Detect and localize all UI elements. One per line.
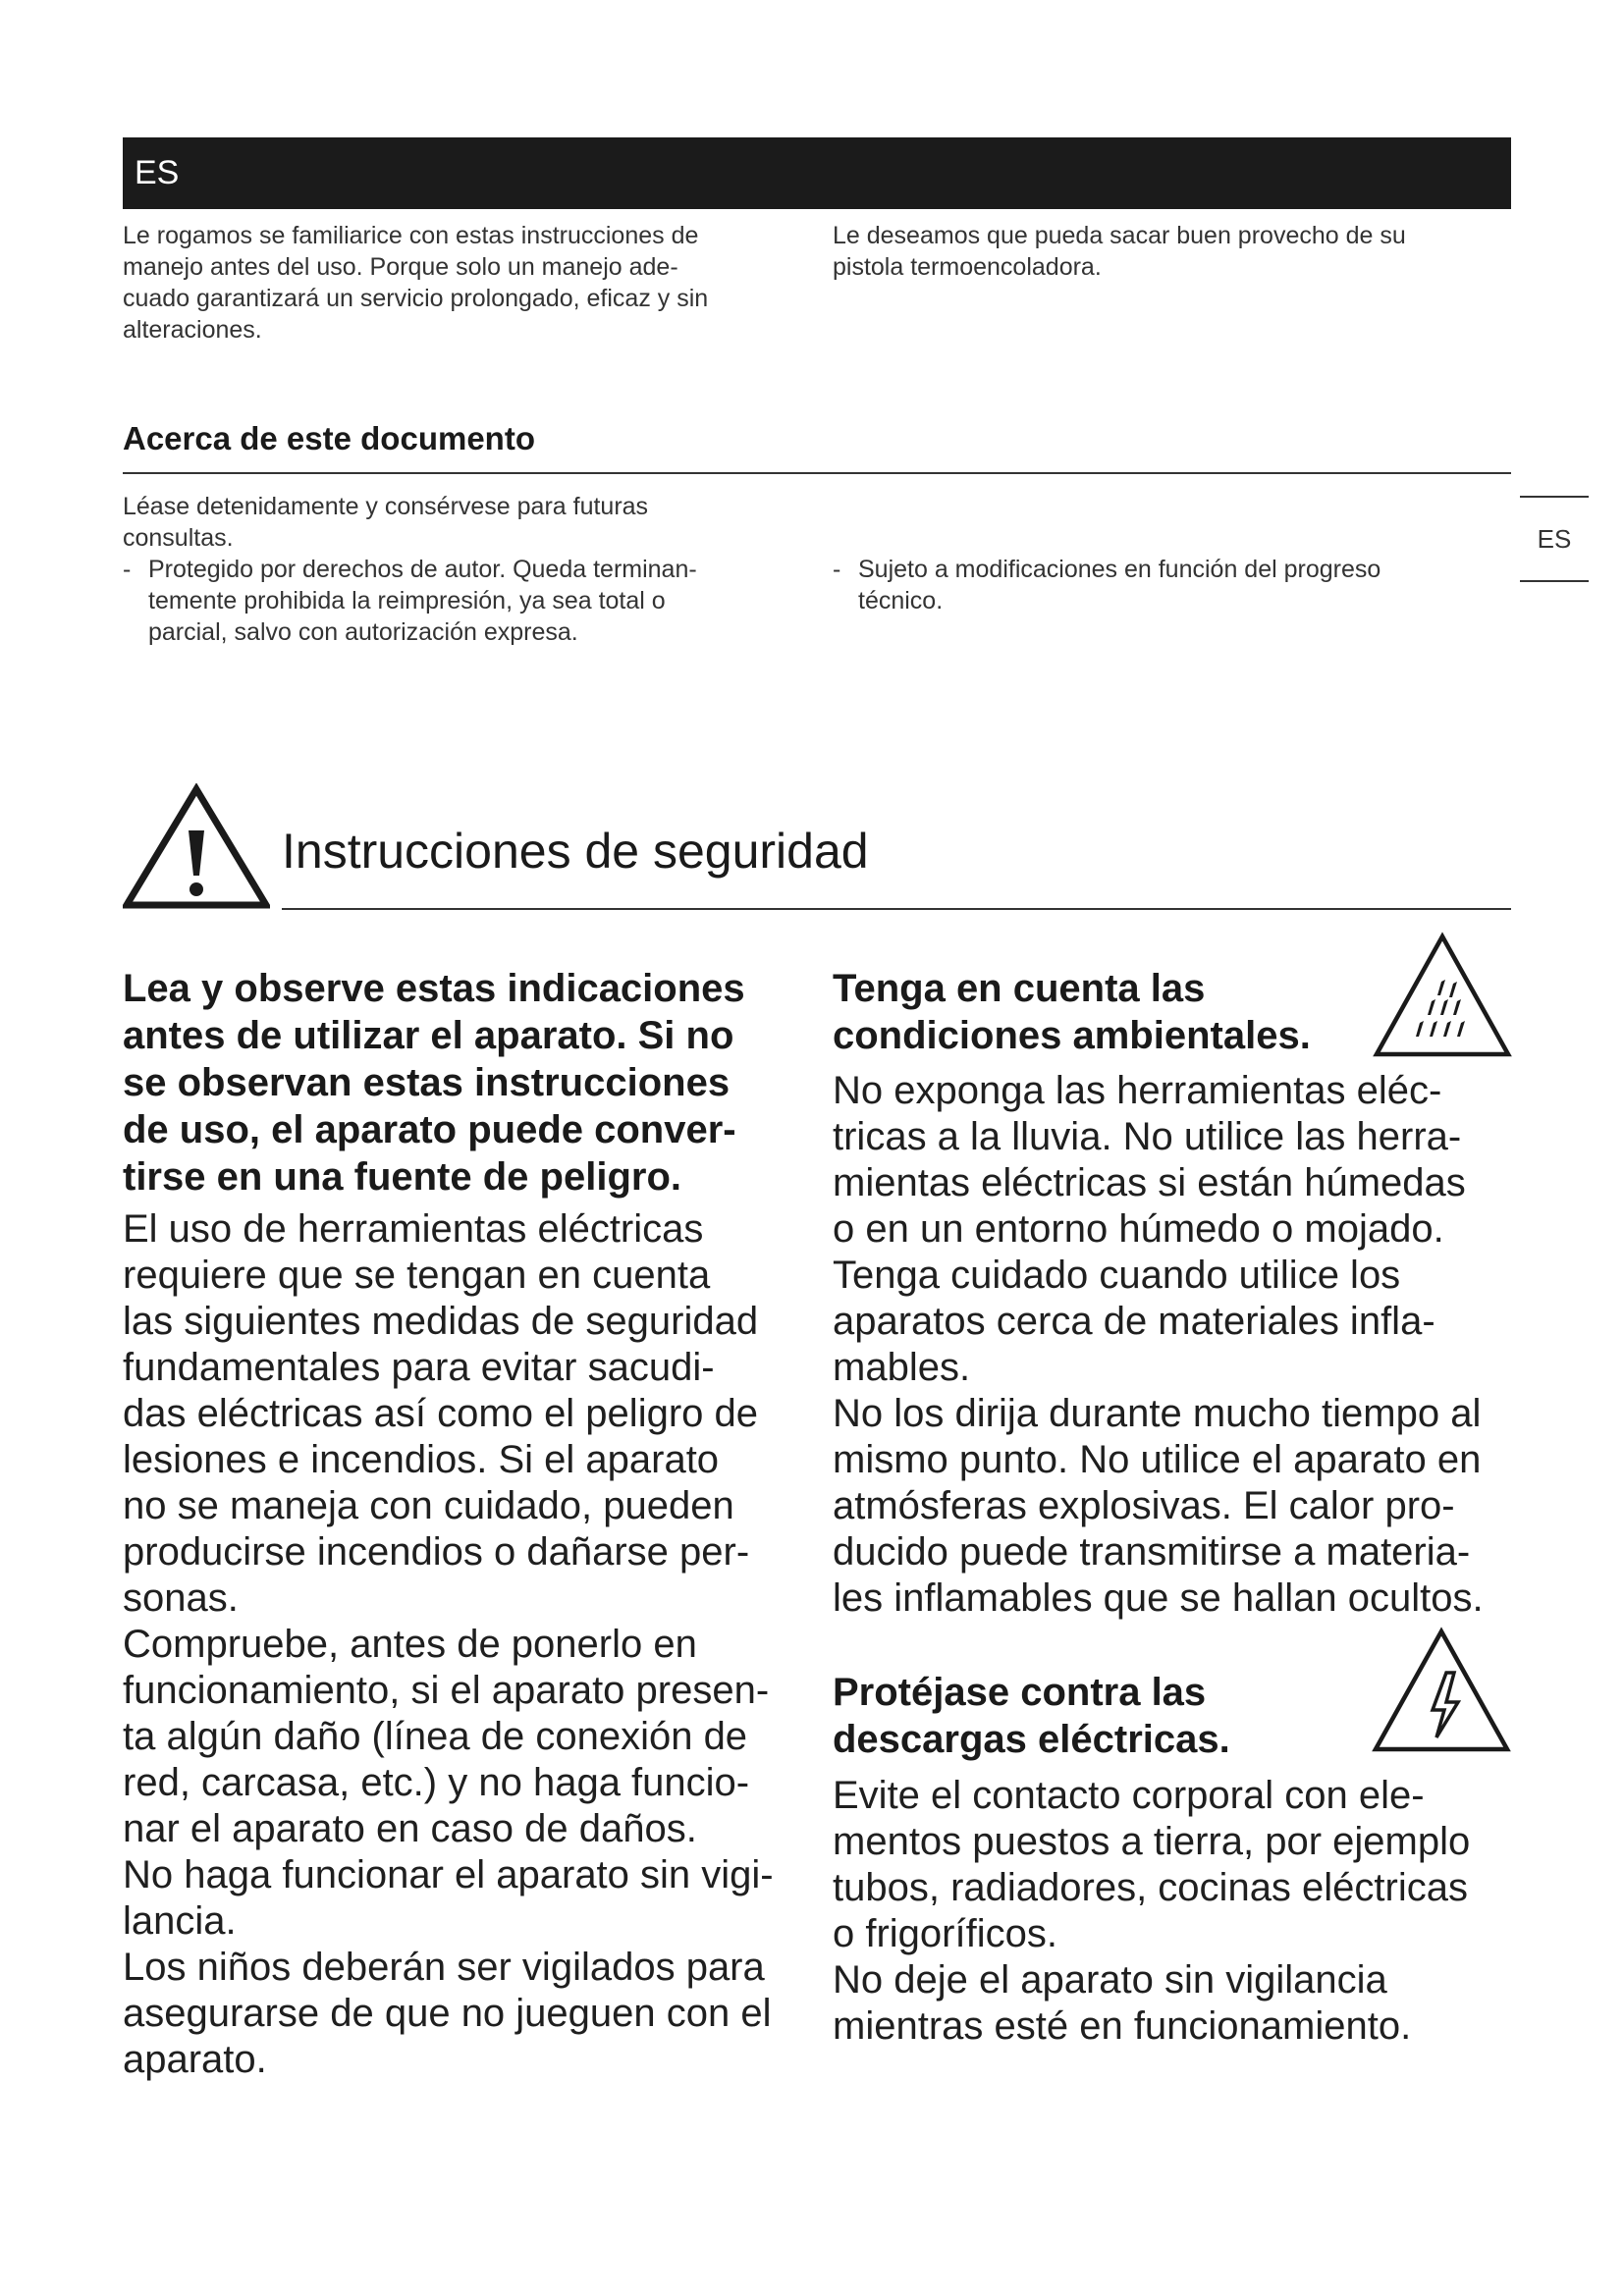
heading-line: de uso, el aparato puede conver- xyxy=(123,1108,736,1151)
body-line: asegurarse de que no jueguen con el xyxy=(123,1992,772,2035)
body-line: sonas. xyxy=(123,1576,239,1620)
safety-title: Instrucciones de seguridad xyxy=(282,824,869,879)
heading-line: se observan estas instrucciones xyxy=(123,1061,731,1104)
body-line: tubos, radiadores, cocinas eléctricas xyxy=(833,1866,1468,1909)
bullet-line: Protegido por derechos de autor. Queda terminan- xyxy=(148,556,697,583)
body-line: no se maneja con cuidado, pueden xyxy=(123,1484,734,1527)
shock-body xyxy=(833,1773,1520,2050)
body-line: No haga funcionar el aparato sin vigi- xyxy=(123,1853,774,1896)
body-line: tricas a la lluvia. No utilice las herra- xyxy=(833,1115,1462,1158)
about-bullet-modifications xyxy=(833,554,1520,616)
language-header-bar xyxy=(123,137,1511,209)
about-divider xyxy=(123,472,1511,474)
bullet-dash: - xyxy=(123,556,132,583)
body-line: nar el aparato en caso de daños. xyxy=(123,1807,697,1850)
heading-line: Lea y observe estas indicaciones xyxy=(123,967,745,1010)
about-right-text xyxy=(833,554,1520,616)
env-heading xyxy=(833,965,1382,1059)
about-heading: Acerca de este documento xyxy=(123,420,535,456)
rain-warning-icon xyxy=(1373,931,1512,1060)
body-line: aparato. xyxy=(123,2038,267,2081)
body-line: producirse incendios o dañarse per- xyxy=(123,1530,750,1574)
bullet-line: parcial, salvo con autorización expresa. xyxy=(148,618,578,646)
about-read-line: Léase detenidamente y consérvese para futuras xyxy=(123,493,649,520)
body-line: lesiones e incendios. Si el aparato xyxy=(123,1438,720,1481)
side-tab-top-line xyxy=(1520,496,1589,498)
heading-line: Protéjase contra las xyxy=(833,1671,1207,1714)
body-line: mentos puestos a tierra, por ejemplo xyxy=(833,1820,1471,1863)
intro-right-text xyxy=(833,220,1520,283)
warning-triangle-icon xyxy=(123,783,270,911)
body-line: fundamentales para evitar sacudi- xyxy=(123,1346,715,1389)
body-line: funcionamiento, si el aparato presen- xyxy=(123,1669,770,1712)
bullet-dash: - xyxy=(833,556,841,583)
intro-left-line: alteraciones. xyxy=(123,316,262,344)
heading-line: tirse en una fuente de peligro. xyxy=(123,1155,681,1199)
bullet-line: técnico. xyxy=(858,587,944,614)
body-line: Compruebe, antes de ponerlo en xyxy=(123,1623,697,1666)
env-body xyxy=(833,1068,1520,1622)
body-line: aparatos cerca de materiales infla- xyxy=(833,1300,1435,1343)
body-line: lancia. xyxy=(123,1899,237,1943)
body-line: No los dirija durante mucho tiempo al xyxy=(833,1392,1482,1435)
body-line: atmósferas explosivas. El calor pro- xyxy=(833,1484,1455,1527)
body-line: o frigoríficos. xyxy=(833,1912,1057,1955)
about-read-line: consultas. xyxy=(123,524,234,552)
side-language-tab xyxy=(1520,496,1589,582)
side-tab-label: ES xyxy=(1537,524,1572,554)
intro-right-line: Le deseamos que pueda sacar buen provecho de su xyxy=(833,222,1406,249)
side-tab-bottom-line xyxy=(1520,580,1589,582)
language-label: ES xyxy=(135,154,180,191)
body-line: red, carcasa, etc.) y no haga funcio- xyxy=(123,1761,750,1804)
body-line: mientras esté en funcionamiento. xyxy=(833,2004,1412,2048)
about-bullet-copyright xyxy=(123,554,810,648)
body-line: Los niños deberán ser vigilados para xyxy=(123,1946,765,1989)
body-line: mables. xyxy=(833,1346,971,1389)
body-line: o en un entorno húmedo o mojado. xyxy=(833,1207,1444,1251)
safety-divider xyxy=(282,908,1511,910)
bullet-line: temente prohibida la reimpresión, ya sea total o xyxy=(148,587,666,614)
about-left-text xyxy=(123,491,810,648)
safety-left-body xyxy=(123,1206,810,2083)
intro-left-line: cuado garantizará un servicio prolongado, eficaz y sin xyxy=(123,285,709,312)
intro-right-line: pistola termoencoladora. xyxy=(833,253,1102,281)
shock-heading xyxy=(833,1669,1382,1763)
intro-left-line: manejo antes del uso. Porque solo un manejo ade- xyxy=(123,253,678,281)
heading-line: Tenga en cuenta las xyxy=(833,967,1206,1010)
body-line: Evite el contacto corporal con ele- xyxy=(833,1774,1425,1817)
body-line: Tenga cuidado cuando utilice los xyxy=(833,1254,1401,1297)
body-line: El uso de herramientas eléctricas xyxy=(123,1207,704,1251)
body-line: No deje el aparato sin vigilancia xyxy=(833,1958,1387,2002)
body-line: mismo punto. No utilice el aparato en xyxy=(833,1438,1482,1481)
intro-left-line: Le rogamos se familiarice con estas instrucciones de xyxy=(123,222,699,249)
body-line: les inflamables que se hallan ocultos. xyxy=(833,1576,1484,1620)
body-line: das eléctricas así como el peligro de xyxy=(123,1392,758,1435)
body-line: No exponga las herramientas eléc- xyxy=(833,1069,1442,1112)
heading-line: antes de utilizar el aparato. Si no xyxy=(123,1014,734,1057)
electric-shock-warning-icon xyxy=(1370,1626,1513,1755)
body-line: las siguientes medidas de seguridad xyxy=(123,1300,759,1343)
heading-line: condiciones ambientales. xyxy=(833,1014,1311,1057)
intro-left-text xyxy=(123,220,810,346)
body-line: requiere que se tengan en cuenta xyxy=(123,1254,711,1297)
safety-left-column xyxy=(123,965,810,2083)
heading-line: descargas eléctricas. xyxy=(833,1718,1230,1761)
safety-left-heading xyxy=(123,965,810,1201)
body-line: ta algún daño (línea de conexión de xyxy=(123,1715,748,1758)
body-line: ducido puede transmitirse a materia- xyxy=(833,1530,1471,1574)
bullet-line: Sujeto a modificaciones en función del progreso xyxy=(858,556,1381,583)
body-line: mientas eléctricas si están húmedas xyxy=(833,1161,1466,1204)
